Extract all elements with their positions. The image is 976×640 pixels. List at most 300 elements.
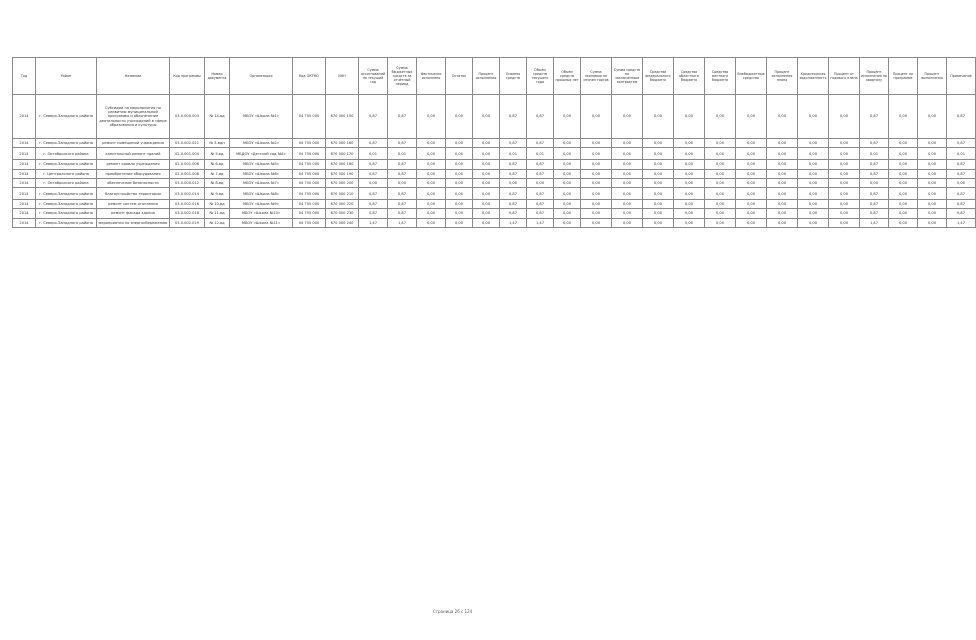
table-cell: 0,00 xyxy=(829,178,860,187)
table-cell: 0,00 xyxy=(554,169,581,178)
table-cell: 0,00 xyxy=(705,160,736,169)
table-row xyxy=(13,148,976,160)
table-cell: ремонт систем отопления xyxy=(97,200,170,209)
column-header: Район xyxy=(36,58,97,95)
table-cell: 0,87 xyxy=(947,188,976,200)
table-cell: 0,00 xyxy=(798,169,829,178)
table-cell: 0,00 xyxy=(889,209,918,218)
table-cell: 0,87 xyxy=(947,209,976,218)
table-row xyxy=(13,139,976,148)
table-cell: 0,00 xyxy=(705,200,736,209)
table-cell: 0,00 xyxy=(581,160,612,169)
table-cell: МБДОУ «Детский сад №4» xyxy=(230,148,293,160)
table-cell: 04 755 000 xyxy=(293,139,326,148)
table-cell: 0,87 xyxy=(947,139,976,148)
table-cell: 0,87 xyxy=(359,160,388,169)
table-cell: 0,00 xyxy=(918,139,947,148)
table-cell: МБОУ «Школа №6» xyxy=(230,169,293,178)
table-cell: 0,00 xyxy=(446,218,473,227)
column-header: Объём средств текущего года xyxy=(527,58,554,95)
column-header: Средства местного бюджета xyxy=(705,58,736,95)
table-cell: 0,00 xyxy=(500,178,527,187)
table-cell: 0,00 xyxy=(473,148,500,160)
table-cell: 0,00 xyxy=(798,188,829,200)
table-cell: 1,47 xyxy=(359,218,388,227)
table-cell: № 8-вд xyxy=(205,178,230,187)
table-cell: № 5-вд xyxy=(205,148,230,160)
table-cell: 0,87 xyxy=(500,200,527,209)
table-cell: 0,87 xyxy=(359,95,388,139)
table-cell: 0,00 xyxy=(829,218,860,227)
table-row xyxy=(13,209,976,218)
table-cell: 0,00 xyxy=(612,95,643,139)
column-header: Средства федерального бюджета xyxy=(643,58,674,95)
table-row xyxy=(13,95,976,139)
budget-table xyxy=(12,57,976,228)
table-cell: 0,00 xyxy=(417,95,446,139)
table-cell: г. Октябрьского района xyxy=(36,178,97,187)
table-cell: ремонт кровли учреждения xyxy=(97,160,170,169)
table-header-row xyxy=(13,58,976,95)
table-cell: 0,00 xyxy=(446,209,473,218)
table-cell: 2014 xyxy=(13,218,36,227)
table-cell: 0,87 xyxy=(500,139,527,148)
table-cell: 0,00 xyxy=(889,139,918,148)
column-header: Сумма ассигнований на текущий год xyxy=(359,58,388,95)
table-cell: МБОУ «Школа №9» xyxy=(230,200,293,209)
table-cell: 0,87 xyxy=(388,209,417,218)
table-cell: 0,00 xyxy=(705,95,736,139)
table-cell: МБОУ «Школа №11» xyxy=(230,218,293,227)
table-cell: 0,87 xyxy=(388,139,417,148)
table-cell: 0,00 xyxy=(581,178,612,187)
column-header: Код ОКТМО xyxy=(293,58,326,95)
table-cell: 0,00 xyxy=(889,218,918,227)
table-cell: ремонт помещений учреждения xyxy=(97,139,170,148)
table-cell: 670 000 210 xyxy=(326,188,359,200)
table-cell: 0,00 xyxy=(417,218,446,227)
table-cell: 0,00 xyxy=(674,178,705,187)
table-cell: 0,00 xyxy=(473,218,500,227)
table-cell: 0,87 xyxy=(359,200,388,209)
table-cell: 0,00 xyxy=(947,178,976,187)
table-cell: 0,01 xyxy=(947,148,976,160)
table-cell: 0,00 xyxy=(643,148,674,160)
table-cell: 0,00 xyxy=(473,200,500,209)
table-cell: 0,00 xyxy=(705,148,736,160)
table-cell: 0,00 xyxy=(829,160,860,169)
table-cell: 03.0.002.014 xyxy=(170,188,205,200)
table-body xyxy=(13,95,976,228)
table-cell: 0,00 xyxy=(417,160,446,169)
table-cell: 2014 xyxy=(13,188,36,200)
table-cell: 0,00 xyxy=(767,139,798,148)
table-cell: 0,00 xyxy=(446,148,473,160)
table-cell: МБОУ «Школа №1» xyxy=(230,95,293,139)
table-cell: 0,87 xyxy=(527,209,554,218)
table-cell: 2014 xyxy=(13,169,36,178)
column-header: Процент исполнения по кварталу xyxy=(860,58,889,95)
column-header: Объём средств прошлых лет xyxy=(554,58,581,95)
table-cell: 04 755 000 xyxy=(293,200,326,209)
column-header: Средства областного бюджета xyxy=(674,58,705,95)
table-cell: 0,00 xyxy=(674,200,705,209)
table-cell: 0,00 xyxy=(918,218,947,227)
table-cell: 0,00 xyxy=(705,209,736,218)
page-footer: Страница 26 с 124 xyxy=(432,609,473,614)
table-cell: № 6-вд xyxy=(205,160,230,169)
table-cell: 670 000 220 xyxy=(326,200,359,209)
table-cell: 0,87 xyxy=(947,169,976,178)
table-cell: 0,87 xyxy=(527,200,554,209)
column-header: Процент исполнения плана xyxy=(767,58,798,95)
table-row xyxy=(13,200,976,209)
table-cell: 0,00 xyxy=(736,169,767,178)
table-cell: 0,00 xyxy=(798,160,829,169)
table-cell: 0,00 xyxy=(829,148,860,160)
table-cell: 0,01 xyxy=(527,148,554,160)
table-cell: МБОУ «Школа №2» xyxy=(230,139,293,148)
table-cell: 0,00 xyxy=(446,200,473,209)
table-cell: 0,00 xyxy=(473,139,500,148)
column-header: Освоено средств xyxy=(500,58,527,95)
table-cell: капитальный ремонт зданий xyxy=(97,148,170,160)
column-header: Фактически исполнено xyxy=(417,58,446,95)
table-cell: 0,00 xyxy=(581,148,612,160)
table-cell: Субсидии на мероприятия по развитию муниципальной программы и обеспечение деятельности учреждений в сфере образования и культуры xyxy=(97,95,170,139)
column-header: Внебюджетные средства xyxy=(736,58,767,95)
table-cell: 670 000 160 xyxy=(326,139,359,148)
table-cell: 0,00 xyxy=(581,209,612,218)
table-cell: 0,00 xyxy=(767,95,798,139)
table-cell: № 7-вд xyxy=(205,169,230,178)
table-cell: г. Северо-Западного района xyxy=(36,209,97,218)
table-cell: 0,00 xyxy=(417,200,446,209)
table-cell: 2014 xyxy=(13,178,36,187)
table-cell: 0,00 xyxy=(829,188,860,200)
table-cell: 0,00 xyxy=(674,218,705,227)
table-cell: 0,00 xyxy=(417,188,446,200)
column-header: Сумма средств по заключённым контрактам xyxy=(612,58,643,95)
table-cell: 0,00 xyxy=(554,95,581,139)
table-cell: 0,00 xyxy=(554,160,581,169)
table-cell: 0,00 xyxy=(643,218,674,227)
table-cell: г. Центрального района xyxy=(36,169,97,178)
table-cell: 0,00 xyxy=(643,188,674,200)
table-cell: 0,00 xyxy=(767,200,798,209)
table-cell: 670 000 150 xyxy=(326,95,359,139)
table-row xyxy=(13,169,976,178)
table-cell: 0,00 xyxy=(581,95,612,139)
table-cell: 0,00 xyxy=(736,178,767,187)
column-header: Примечание xyxy=(947,58,976,95)
table-cell: 0,00 xyxy=(473,169,500,178)
table-cell: 0,87 xyxy=(527,188,554,200)
table-cell: 04 755 000 xyxy=(293,160,326,169)
column-header: Код программы xyxy=(170,58,205,95)
table-cell: 0,87 xyxy=(500,169,527,178)
table-cell: 03.0.002.016 xyxy=(170,200,205,209)
table-cell: 0,01 xyxy=(500,148,527,160)
table-cell: 0,00 xyxy=(798,200,829,209)
table-cell: г. Северо-Западного района xyxy=(36,200,97,209)
table-cell: 0,00 xyxy=(473,178,500,187)
table-cell: 0,00 xyxy=(643,200,674,209)
table-cell: 0,87 xyxy=(527,95,554,139)
table-cell: 0,00 xyxy=(736,209,767,218)
table-cell: 0,87 xyxy=(388,169,417,178)
table-cell: 0,00 xyxy=(918,95,947,139)
table-cell: 0,87 xyxy=(860,139,889,148)
table-cell: МБОУ «Школа №5» xyxy=(230,160,293,169)
table-cell: 0,87 xyxy=(860,95,889,139)
table-cell: 0,00 xyxy=(767,178,798,187)
table-cell: 0,01 xyxy=(359,148,388,160)
table-cell: 0,00 xyxy=(736,139,767,148)
table-cell: 1,47 xyxy=(947,218,976,227)
table-cell: 0,00 xyxy=(705,139,736,148)
table-cell: 03.0.002.019 xyxy=(170,218,205,227)
table-cell: 0,00 xyxy=(918,160,947,169)
table-cell: 0,87 xyxy=(860,209,889,218)
table-cell: 0,00 xyxy=(473,188,500,200)
table-cell: 670 000 170 xyxy=(326,148,359,160)
table-cell: 0,00 xyxy=(554,188,581,200)
table-cell: 02.0.001.004 xyxy=(170,148,205,160)
table-cell: 0,00 xyxy=(417,148,446,160)
table-cell: 0,00 xyxy=(767,188,798,200)
table-cell: 0,00 xyxy=(889,160,918,169)
table-cell: 0,00 xyxy=(612,178,643,187)
table-cell: 0,00 xyxy=(612,139,643,148)
table-cell: 0,00 xyxy=(446,139,473,148)
table-cell: 0,00 xyxy=(446,160,473,169)
table-cell: 0,00 xyxy=(417,209,446,218)
table-cell: 0,00 xyxy=(643,178,674,187)
table-cell: 0,00 xyxy=(705,169,736,178)
column-header: ИНН xyxy=(326,58,359,95)
table-cell: 04 750 000 xyxy=(293,148,326,160)
table-cell: 0,87 xyxy=(860,160,889,169)
table-cell: 0,00 xyxy=(829,200,860,209)
table-cell: 0,00 xyxy=(581,200,612,209)
table-cell: 04 755 000 xyxy=(293,169,326,178)
table-cell: 0,01 xyxy=(388,148,417,160)
table-cell: 0,00 xyxy=(889,200,918,209)
table-cell: 0,00 xyxy=(889,95,918,139)
table-cell: 0,00 xyxy=(554,218,581,227)
table-cell: 0,00 xyxy=(359,178,388,187)
table-cell: 0,00 xyxy=(736,200,767,209)
table-cell: 0,87 xyxy=(500,95,527,139)
table-cell: 0,00 xyxy=(446,169,473,178)
table-cell: 0,87 xyxy=(359,169,388,178)
table-cell: приобретение оборудования xyxy=(97,169,170,178)
table-cell: 2014 xyxy=(13,200,36,209)
table-cell: 0,00 xyxy=(446,188,473,200)
table-cell: 0,00 xyxy=(612,169,643,178)
column-header: Сумма бюджетных средств за отчётный период xyxy=(388,58,417,95)
table-cell: 03.0.002.018 xyxy=(170,209,205,218)
table-cell: 0,00 xyxy=(767,160,798,169)
table-cell: 0,00 xyxy=(736,160,767,169)
table-cell: 0,87 xyxy=(527,169,554,178)
table-cell: 0,00 xyxy=(581,218,612,227)
column-header: Кредиторская задолженность xyxy=(798,58,829,95)
table-cell: 0,87 xyxy=(860,188,889,200)
column-header: Год xyxy=(13,58,36,95)
table-cell: 0,00 xyxy=(674,209,705,218)
table-cell: 0,00 xyxy=(736,95,767,139)
table-cell: 03.0.000.003 xyxy=(170,95,205,139)
column-header: Номер документа xyxy=(205,58,230,95)
table-cell: 0,00 xyxy=(612,200,643,209)
column-header: Процент исполнения xyxy=(473,58,500,95)
table-cell: 0,00 xyxy=(446,178,473,187)
table-cell: 0,87 xyxy=(860,200,889,209)
table-cell: 0,00 xyxy=(674,95,705,139)
table-cell: 0,00 xyxy=(798,209,829,218)
table-cell: 670 000 180 xyxy=(326,160,359,169)
table-cell: 0,87 xyxy=(947,95,976,139)
table-cell: 0,00 xyxy=(798,95,829,139)
table-cell: 04 755 000 xyxy=(293,218,326,227)
table-cell: г. Северо-Западного района xyxy=(36,139,97,148)
table-cell: 0,00 xyxy=(918,148,947,160)
table-cell: 0,00 xyxy=(705,218,736,227)
table-cell: № 10-вд xyxy=(205,200,230,209)
table-cell: 0,00 xyxy=(798,139,829,148)
table-cell: МБОУ «Школа №10» xyxy=(230,209,293,218)
table-cell: 04 755 000 xyxy=(293,209,326,218)
column-header: Название xyxy=(97,58,170,95)
table-cell: 0,87 xyxy=(359,139,388,148)
table-cell: ремонт фасада здания xyxy=(97,209,170,218)
table-cell: 0,00 xyxy=(612,218,643,227)
table-cell: 0,00 xyxy=(798,178,829,187)
table-cell: МБОУ «Школа №7» xyxy=(230,178,293,187)
table-cell: 0,00 xyxy=(554,200,581,209)
table-cell: 1,47 xyxy=(388,218,417,227)
table-cell: 0,00 xyxy=(417,169,446,178)
table-cell: 04 755 000 xyxy=(293,95,326,139)
table-cell: 02.0.001.006 xyxy=(170,160,205,169)
table-cell: 0,00 xyxy=(674,139,705,148)
table-cell: 0,00 xyxy=(554,148,581,160)
table-cell: 1,47 xyxy=(527,218,554,227)
table-cell: г. Северо-Западного района xyxy=(36,188,97,200)
table-cell: 0,87 xyxy=(527,160,554,169)
table-cell: № 3-вдп xyxy=(205,139,230,148)
table-cell: 0,00 xyxy=(581,169,612,178)
table-cell: 1,47 xyxy=(860,218,889,227)
table-cell: 2014 xyxy=(13,95,36,139)
table-cell: 0,87 xyxy=(359,188,388,200)
table-cell: 0,00 xyxy=(554,139,581,148)
table-cell: 0,00 xyxy=(643,160,674,169)
table-cell: 2014 xyxy=(13,160,36,169)
table-cell: 04 755 000 xyxy=(293,188,326,200)
table-cell: 0,87 xyxy=(860,169,889,178)
table-cell: 0,87 xyxy=(527,139,554,148)
table-cell: № 12-вд xyxy=(205,218,230,227)
table-cell: 0,00 xyxy=(612,148,643,160)
table-cell: 0,00 xyxy=(473,160,500,169)
table-cell: 0,87 xyxy=(947,200,976,209)
table-cell: № 11-вд xyxy=(205,209,230,218)
table-cell: 0,00 xyxy=(417,139,446,148)
column-header: Процент от годового плана xyxy=(829,58,860,95)
table-cell: 0,00 xyxy=(918,178,947,187)
table-cell: 0,00 xyxy=(674,160,705,169)
table-cell: 0,00 xyxy=(554,209,581,218)
table-cell: 0,00 xyxy=(612,209,643,218)
table-cell: МБОУ «Школа №8» xyxy=(230,188,293,200)
table-cell: 0,00 xyxy=(612,160,643,169)
table-cell: 0,00 xyxy=(798,218,829,227)
table-cell: 0,87 xyxy=(947,160,976,169)
table-cell: 2014 xyxy=(13,148,36,160)
table-cell: 0,00 xyxy=(643,209,674,218)
table-cell: 0,00 xyxy=(674,169,705,178)
table-cell: 0,00 xyxy=(918,169,947,178)
column-header: Процент выполнения xyxy=(918,58,947,95)
table-cell: 0,87 xyxy=(388,188,417,200)
table-cell: 0,00 xyxy=(388,178,417,187)
table-cell: 0,00 xyxy=(889,188,918,200)
table-row xyxy=(13,218,976,227)
table-cell: 0,00 xyxy=(767,148,798,160)
table-cell: 0,87 xyxy=(388,95,417,139)
table-cell: г. Октябрьского района xyxy=(36,148,97,160)
table-cell: 0,00 xyxy=(798,148,829,160)
table-cell: 0,87 xyxy=(500,160,527,169)
table-cell: 670 000 190 xyxy=(326,169,359,178)
table-cell: 0,00 xyxy=(554,178,581,187)
table-cell: 0,00 xyxy=(473,209,500,218)
table-cell: 0,00 xyxy=(889,169,918,178)
table-cell: 1,47 xyxy=(500,218,527,227)
table-cell: 0,00 xyxy=(918,200,947,209)
table-cell: 0,00 xyxy=(643,95,674,139)
table-cell: 0,00 xyxy=(736,148,767,160)
table-cell: 0,00 xyxy=(527,178,554,187)
table-cell: мероприятия по энергосбережению xyxy=(97,218,170,227)
table-cell: 0,00 xyxy=(473,95,500,139)
table-cell: 0,00 xyxy=(829,209,860,218)
column-header: Организация xyxy=(230,58,293,95)
table-cell: 670 000 240 xyxy=(326,218,359,227)
table-cell: 0,00 xyxy=(705,188,736,200)
table-cell: 0,00 xyxy=(860,178,889,187)
table-cell: 0,87 xyxy=(500,209,527,218)
table-cell: 04 750 000 xyxy=(293,178,326,187)
table-cell: 0,00 xyxy=(643,169,674,178)
table-cell: 0,00 xyxy=(417,178,446,187)
table-cell: 0,00 xyxy=(581,188,612,200)
table-cell: № 9-вд xyxy=(205,188,230,200)
table-row xyxy=(13,188,976,200)
table-cell: 0,00 xyxy=(829,95,860,139)
table-cell: 0,87 xyxy=(388,160,417,169)
table-cell: 0,00 xyxy=(889,178,918,187)
table-cell: 2014 xyxy=(13,139,36,148)
table-cell: 0,00 xyxy=(767,169,798,178)
table-cell: 0,00 xyxy=(446,95,473,139)
table-cell: № 14-вд xyxy=(205,95,230,139)
table-cell: 0,00 xyxy=(705,178,736,187)
table-cell: г. Северо-Западного района xyxy=(36,218,97,227)
